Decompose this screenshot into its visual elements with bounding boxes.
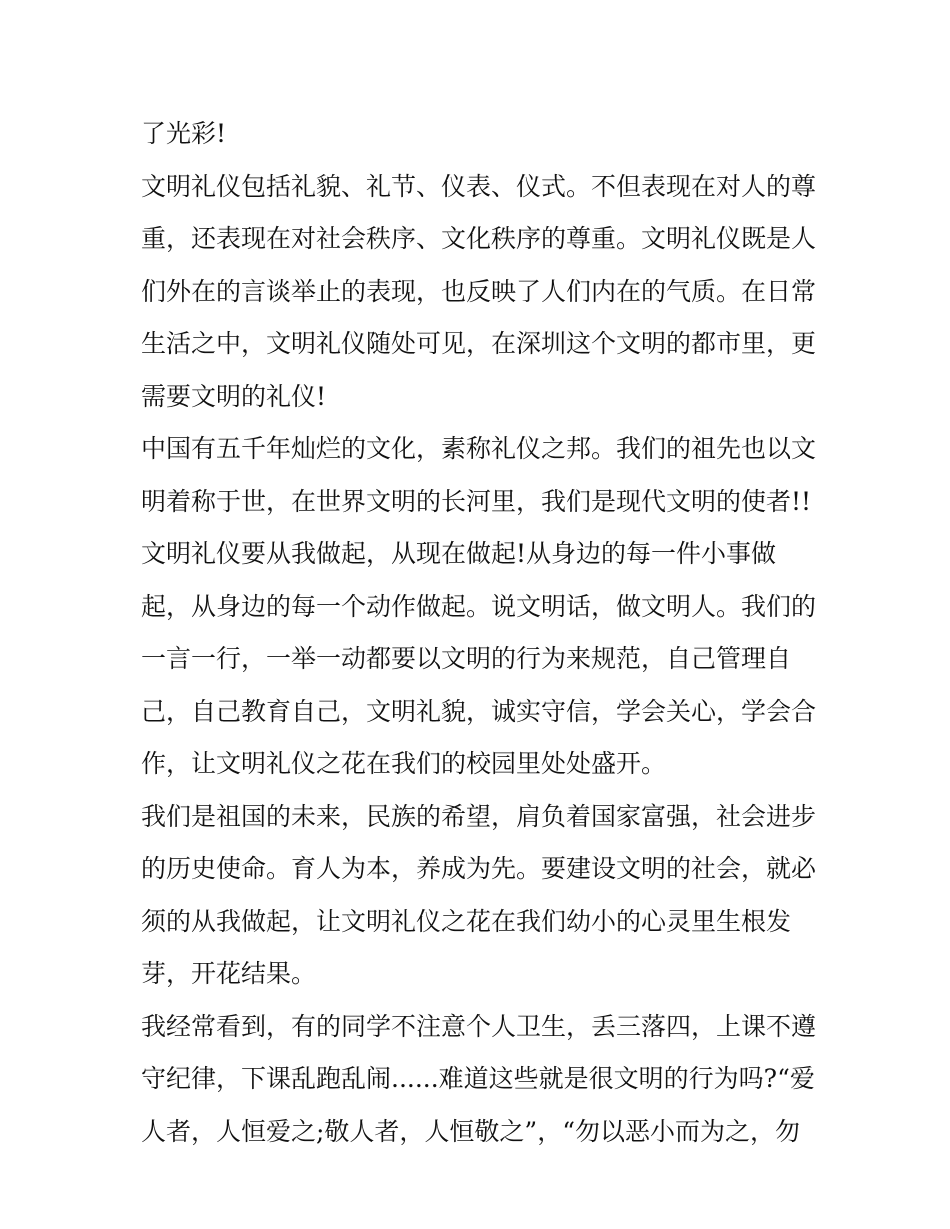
text-line: 我经常看到，有的同学不注意个人卫生，丢三落四，上课不遵: [141, 1011, 817, 1041]
text-line: 起，从身边的每一个动作做起。说文明话，做文明人。我们的: [141, 591, 817, 621]
text-line: 须的从我做起，让文明礼仪之花在我们幼小的心灵里生根发: [141, 906, 792, 936]
text-line: 中国有五千年灿烂的文化，素称礼仪之邦。我们的祖先也以文: [141, 434, 817, 463]
text-line: 的历史使命。育人为本，养成为先。要建设文明的社会，就必: [141, 854, 817, 883]
text-line: 生活之中，文明礼仪随处可见，在深圳这个文明的都市里，更: [141, 329, 817, 358]
text-line: 我们是祖国的未来，民族的希望，肩负着国家富强，社会进步: [141, 801, 817, 831]
text-line: 人者，人恒爱之;敬人者，人恒敬之”，“勿以恶小而为之，勿: [141, 1116, 800, 1146]
text-line: 一言一行，一举一动都要以文明的行为来规范，自己管理自: [141, 644, 792, 673]
text-line: 守纪律，下课乱跑乱闹......难道这些就是很文明的行为吗?“爱: [141, 1064, 815, 1093]
text-line: 芽，开花结果。: [141, 959, 317, 988]
text-line: 明着称于世，在世界文明的长河里，我们是现代文明的使者!!: [141, 486, 812, 516]
text-line: 重，还表现在对社会秩序、文化秩序的尊重。文明礼仪既是人: [141, 224, 817, 253]
text-line: 需要文明的礼仪!: [141, 381, 327, 411]
text-line: 文明礼仪要从我做起，从现在做起!从身边的每一件小事做: [141, 539, 777, 568]
text-line: 们外在的言谈举止的表现，也反映了人们内在的气质。在日常: [141, 276, 817, 306]
text-line: 作，让文明礼仪之花在我们的校园里处处盛开。: [141, 749, 667, 778]
text-line: 己，自己教育自己，文明礼貌，诚实守信，学会关心，学会合: [141, 696, 817, 726]
text-line: 了光彩!: [141, 119, 227, 148]
text-line: 文明礼仪包括礼貌、礼节、仪表、仪式。不但表现在对人的尊: [141, 171, 817, 201]
document-body-text: [141, 108, 821, 1158]
